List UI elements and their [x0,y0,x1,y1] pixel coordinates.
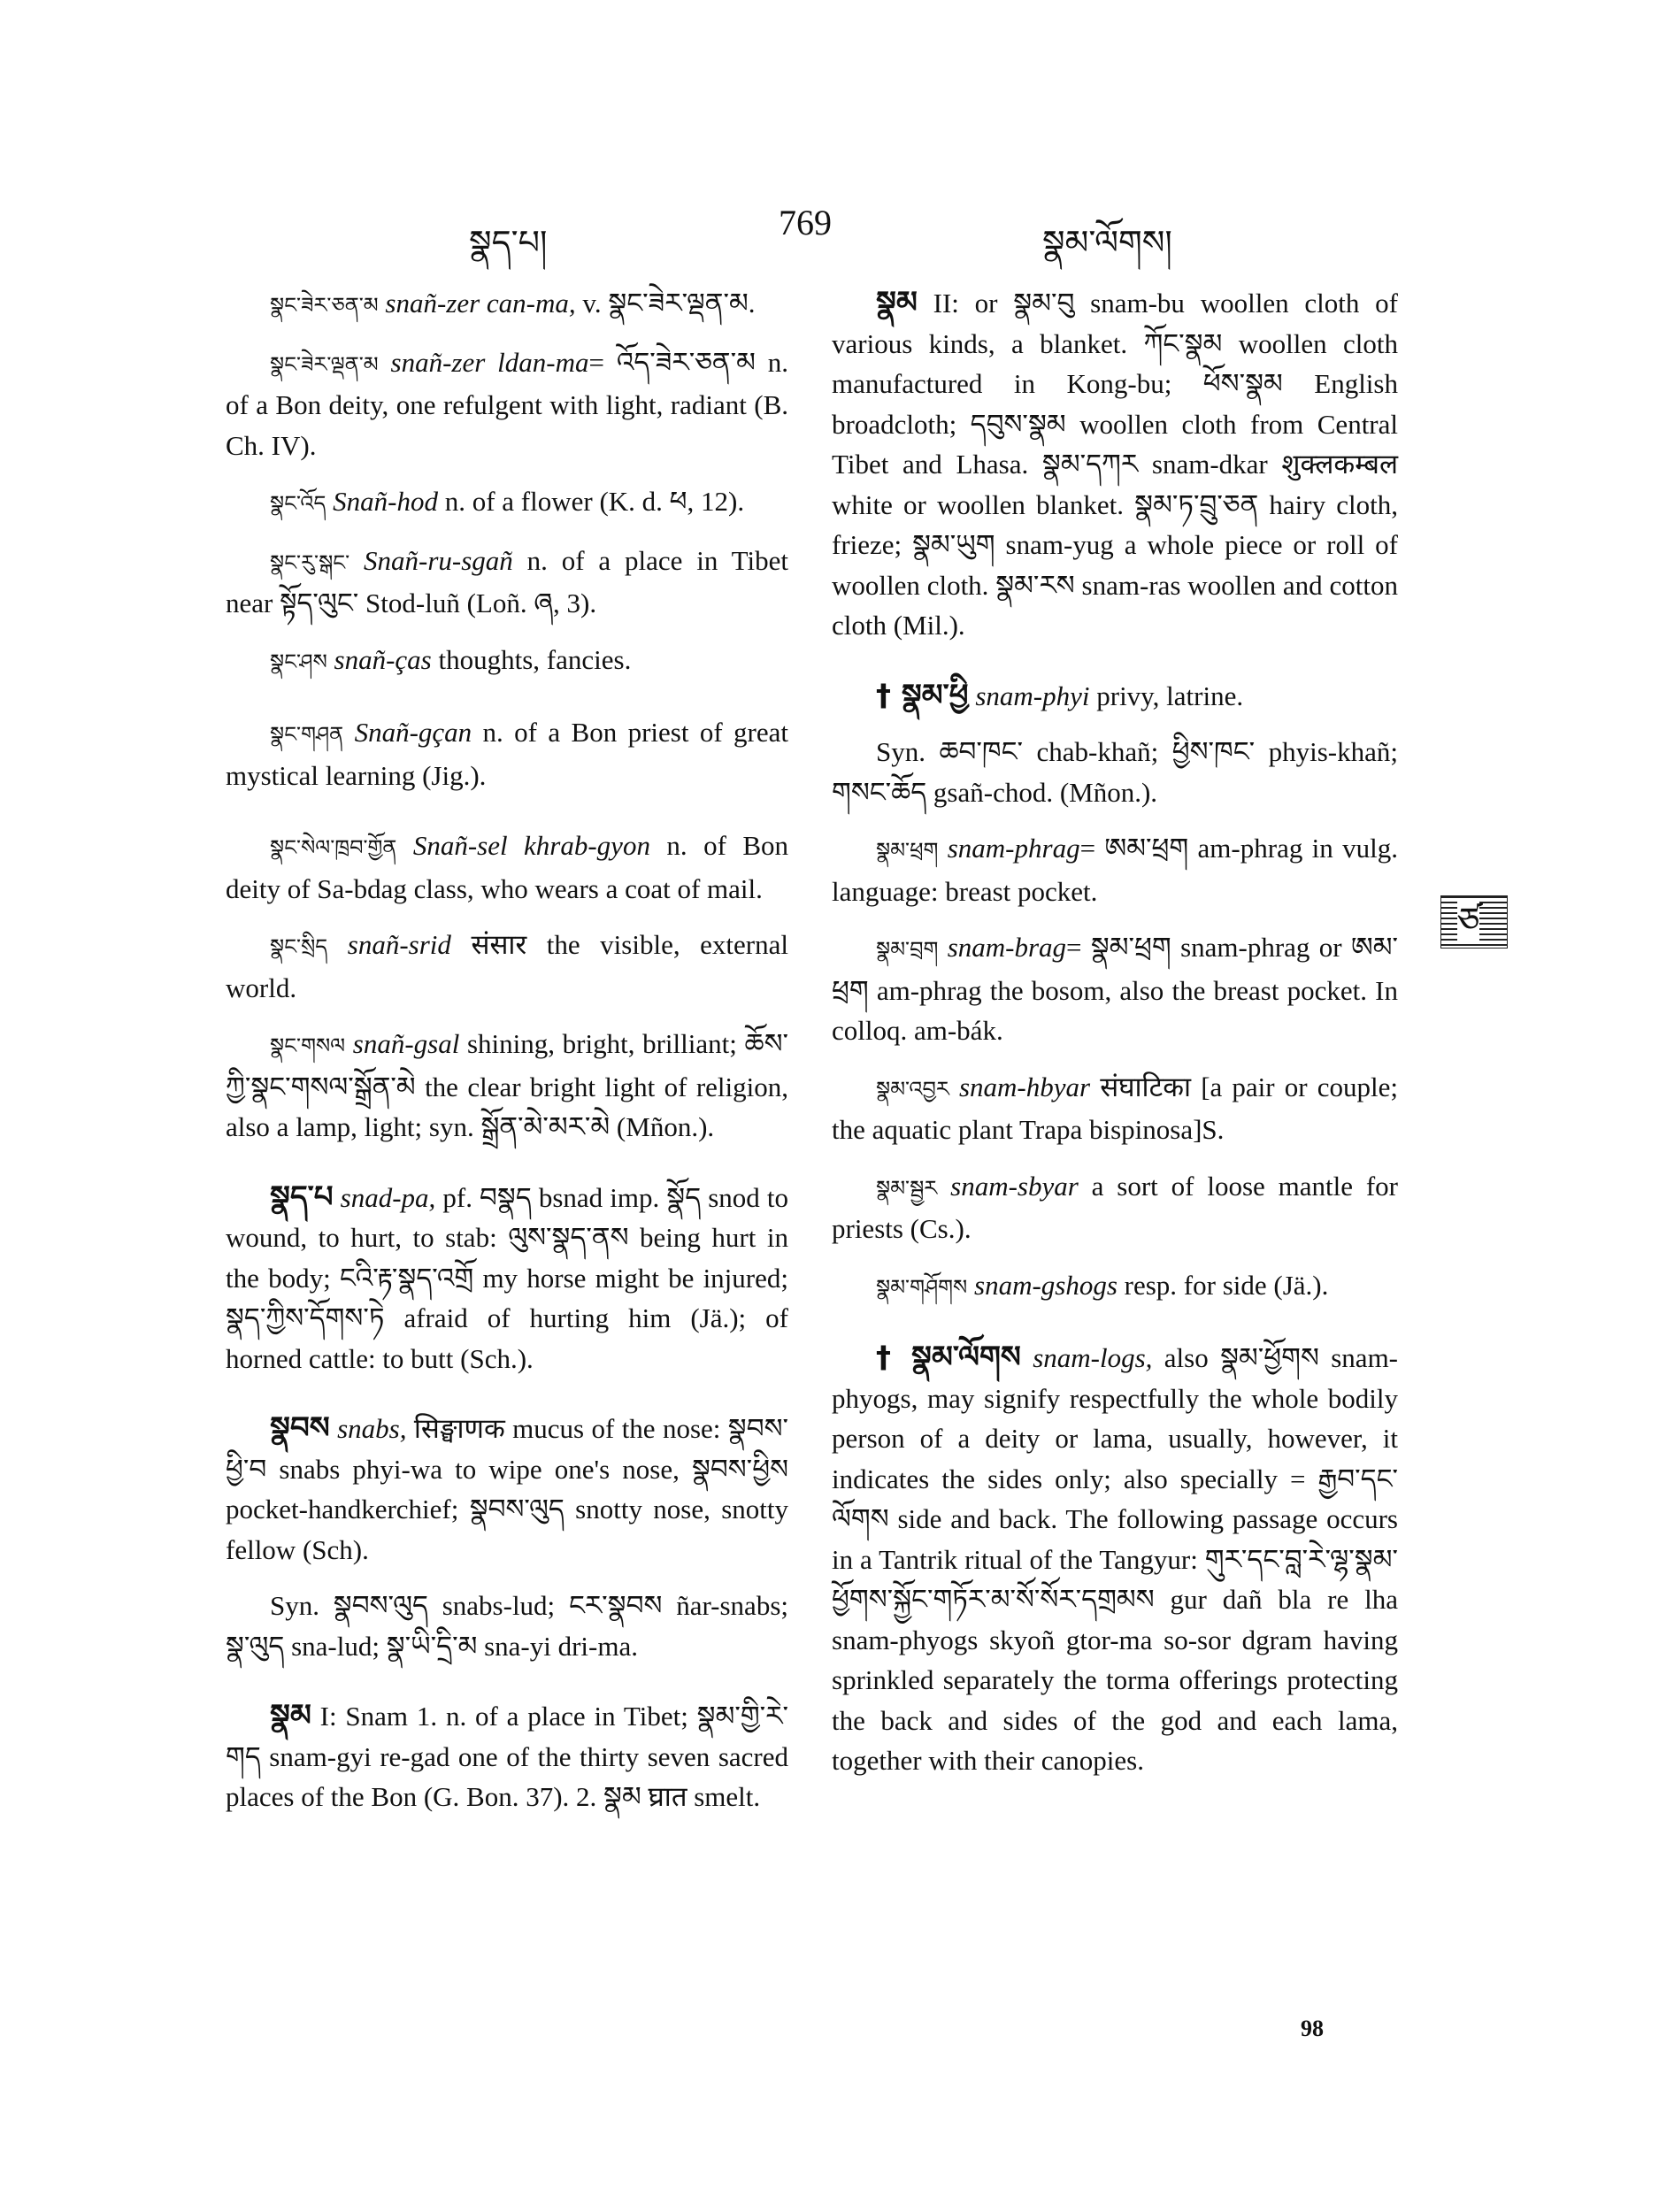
transliteration: snam-gshogs [974,1269,1118,1301]
signature-mark: 98 [1301,2016,1324,2041]
headword: སྣང་ཟེར་ཅན་མ [270,293,379,318]
definition: = འོད་ཟེར་ཅན་མ n. of a Bon deity, one refulgent with light, radiant (B. Ch. IV). [226,346,788,461]
transliteration: snañ-ças [334,643,432,675]
margin-thumb-index [1440,895,1508,949]
definition: संघाटिका [a pair or couple; the aquatic plant Trapa bispinosa]S. [832,1071,1398,1145]
transliteration: Snañ-sel khrab-gyon [412,830,650,861]
headword: སྣབས [270,1410,330,1446]
definition: also སྣམ་ཕྱོགས snam-phyogs, may signify respectfully the whole bodily person of a deity or lama, usually, however, it indicates the sides only; also specially = རྒྱབ་དང་ལོགས side and back. The following passage occurs in a Tantrik ritual of the Tangyur: གུར་དང་བླ་རེ་ལྷ་སྣམ་ཕྱོགས་སྐྱོང་གཏོར་མ་སོ་སོར་དགྲམས gur dañ bla re lha snam-phyogs skyoñ gtor-ma so-sor dgram having sprinkled separately the torma offerings protecting the back and sides of the god and each lama, together with their canopies. [832,1342,1399,1776]
headword: སྣམ་ཕྲག [876,838,939,863]
definition: II: or སྣམ་བུ snam-bu woollen cloth of various kinds, a blanket. ཀོང་སྣམ woollen cloth manufactured in Kong-bu; ཕོས་སྣམ English broadcloth; དབུས་སྣམ woollen cloth from Central Tibet and Lhasa. སྣམ་དཀར snam-dkar शुक्लकम्बल white or woollen blanket. སྣམ་ཏ་བྲུ་ཅན hairy cloth, frieze; སྣམ་ཡུག snam-yug a whole piece or roll of woollen cloth. སྣམ་རས snam-ras woollen and cotton cloth (Mil.). [832,288,1398,641]
definition: n. of Bon deity of Sa-bdag class, who wears a coat of mail. [226,830,789,904]
header-right-word: སྣམ་ལོགས། [1042,223,1172,262]
definition: a sort of loose mantle for priests (Cs.). [832,1170,1399,1244]
headword: སྣམ [876,285,918,320]
transliteration: snam-phrag [947,833,1080,864]
entry [832,1338,1398,1781]
headword: སྣད་པ [270,1179,334,1215]
headword: སྣམ་གཤོགས [876,1274,968,1300]
entry [832,927,1398,1051]
entry [226,712,788,795]
definition: n. of a place in Tibet near སྟོད་ལུང་ Stod-luñ (Loñ. ཞ, 3). [226,544,789,618]
right-column [832,283,1398,1797]
entry [832,732,1398,812]
definition: Syn. སྣབས་ལུད snabs-lud; ངར་སྣབས ñar-snabs; སྣ་ལུད sna-lud; སྣ་ཡི་དྲི་མ sna-yi dri-ma. [226,1590,788,1662]
headword: † སྣམ་ལོགས [876,1340,1021,1375]
entry [226,481,788,525]
headword: སྣང་ཤས [270,649,327,674]
transliteration: snañ-zer ldan-ma [390,346,589,378]
headword: སྣང་ཟེར་ལྡན་མ [270,351,379,377]
entry [832,828,1398,911]
headword: སྣང་འོད [270,491,326,516]
headword: སྣང་རུ་སྒང་ [270,549,350,575]
definition: resp. for side (Jä.). [1117,1269,1329,1301]
definition: thoughts, fancies. [431,643,632,675]
headword: སྣམ་སྦྱར [876,1175,938,1201]
definition: privy, latrine. [1089,680,1244,711]
entry [832,283,1398,646]
transliteration: Snañ-hod [333,486,438,517]
transliteration: snañ-zer can-ma, [385,288,576,319]
entry [226,1586,788,1666]
definition: संसार the visible, external world. [226,929,789,1003]
transliteration: snam-phyi [975,680,1090,711]
definition: I: Snam 1. n. of a place in Tibet; སྣམ་གྱི་རེ་གད snam-gyi re-gad one of the thirty seven sacred places of the Bon (G. Bon. 37). 2. སྣམ घ्रात smelt. [226,1701,788,1812]
entry [832,1265,1398,1309]
entry [226,342,788,466]
transliteration: Snañ-ru-sgañ [364,544,513,576]
headword: སྣང་སེལ་ཁྲབ་གྱོན [270,835,397,860]
definition: n. of a Bon priest of great mystical learning (Jig.). [226,717,788,791]
page-header [0,196,1659,262]
transliteration: snañ-gsal [352,1028,460,1059]
transliteration: snam-brag [947,932,1067,963]
headword: སྣམ་བྲག [876,937,939,962]
entry [226,1409,788,1570]
definition: shining, bright, brilliant; ཆོས་ཀྱི་སྣང་གསལ་སྒྲོན་མེ the clear bright light of religion, also a lamp, light; syn. སྒྲོན་མེ་མར་མེ (Mñon.). [226,1028,789,1142]
entry [226,541,788,624]
transliteration: snam-logs, [1033,1342,1153,1373]
definition: सिङ्घाणक mucus of the nose: སྣབས་ཕྱི་བ snabs phyi-wa to wipe one's nose, སྣབས་ཕྱིས pocket-handkerchief; སྣབས་ལུད snotty nose, snotty fellow (Sch). [226,1413,789,1565]
headword: སྣམ་འབྱར [876,1076,949,1102]
transliteration: snad-pa, [340,1181,436,1213]
entry [226,1024,788,1148]
definition: pf. བསྣད bsnad imp. སྣོད snod to wound, to hurt, to stab: ལུས་སྣད་ནས being hurt in the body; ངའི་རྟ་སྣད་འགྲོ my horse might be injured; སྣད་ཀྱིས་དོགས་ཏེ afraid of hurting him (Jä.); of horned cattle: to butt (Sch.). [226,1181,788,1374]
entry [226,640,788,683]
entry [832,1067,1398,1150]
entry [226,826,788,909]
margin-letter: ཙ [1457,901,1480,941]
left-column [226,283,788,1833]
transliteration: snañ-srid [347,929,451,960]
entry [832,1166,1398,1249]
page-number: 769 [779,203,832,242]
headword: སྣང་གསལ [270,1033,346,1058]
entry [226,283,788,326]
definition: = ཨམ་ཕྲག am-phrag in vulg. language: breast pocket. [832,833,1398,907]
headword: སྣང་སྲིད [270,934,328,959]
transliteration: snabs, [337,1413,407,1444]
definition: v. སྣང་ཟེར་ལྡན་མ. [575,288,756,319]
entry [226,925,788,1008]
entry [226,1178,788,1379]
entry [832,676,1398,717]
definition: = སྣམ་ཕྲག snam-phrag or ཨམ་ཕྲག am-phrag the bosom, also the breast pocket. In colloq. am-bák. [832,932,1398,1046]
header-left-word: སྣད་པ། [469,223,548,262]
headword: སྣང་གཤན [270,722,344,747]
definition: n. of a flower (K. d. ཕ, 12). [437,486,745,517]
transliteration: snam-hbyar [958,1071,1091,1102]
transliteration: snam-sbyar [950,1170,1079,1202]
headword: སྣམ [270,1698,311,1733]
transliteration: Snañ-gçan [354,717,472,748]
entry [226,1696,788,1817]
definition: Syn. ཆབ་ཁང་ chab-khañ; ཕྱིས་ཁང་ phyis-khañ; གསང་ཆོད gsañ-chod. (Mñon.). [832,736,1398,808]
headword: † སྣམ་ཕྱི [876,677,969,713]
